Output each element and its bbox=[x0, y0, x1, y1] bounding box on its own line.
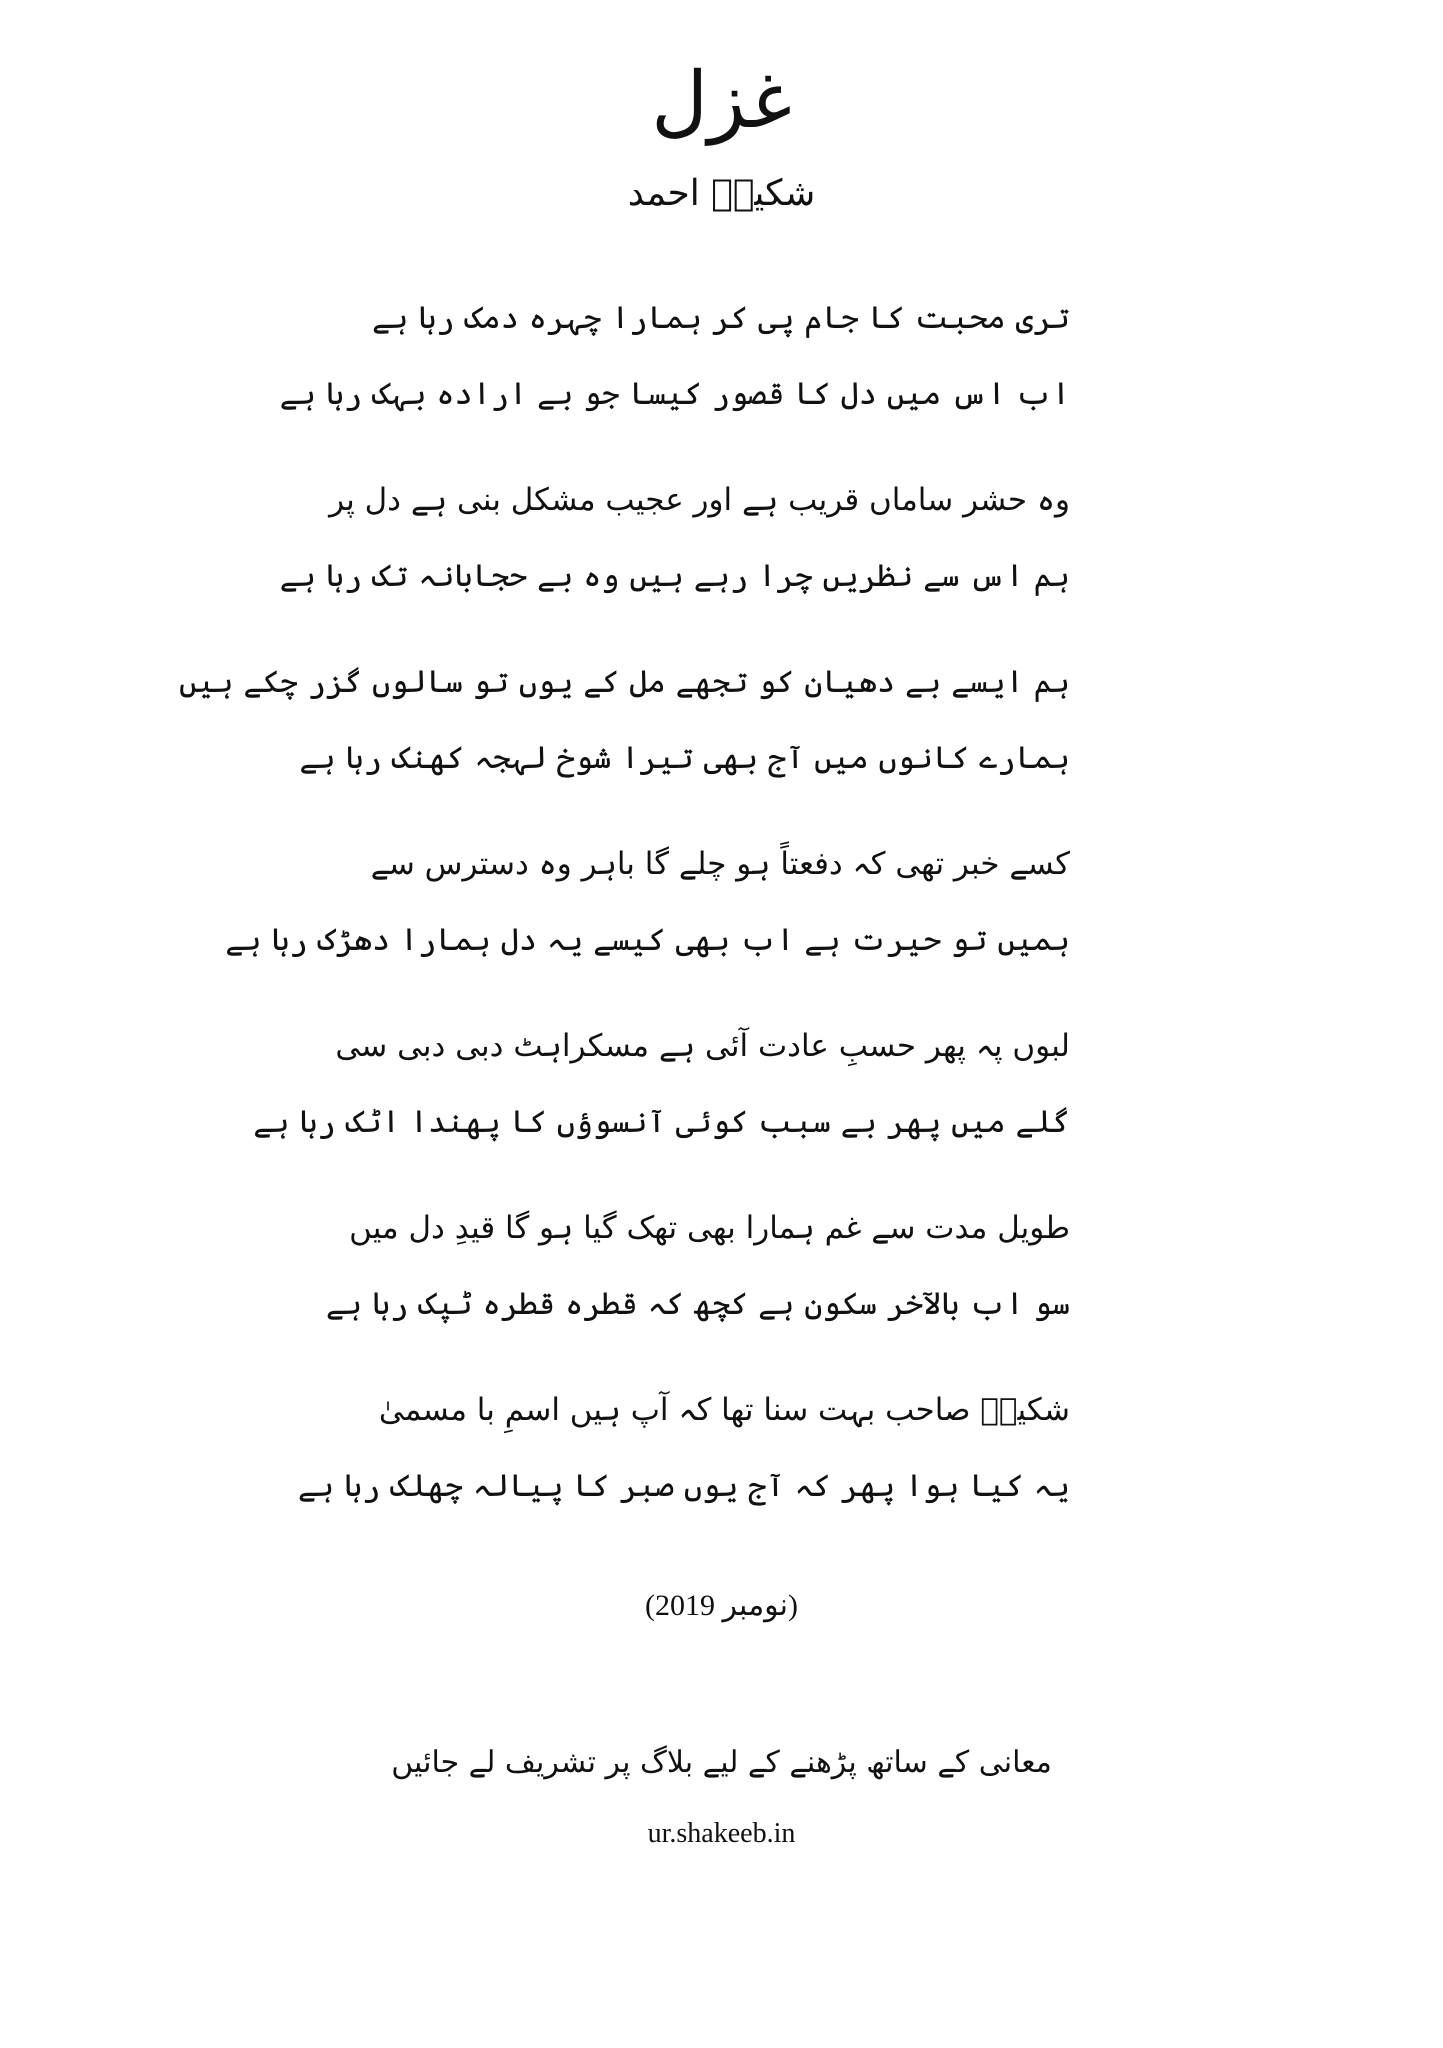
couplet bbox=[279, 482, 1070, 664]
couplet-line-2: اب اس میں دل کا قصور کیسا جو بے ارادہ بہک رہا ہے bbox=[279, 376, 1070, 412]
couplet-line-2: یہ کیا ہوا پھر کہ آج یوں صبر کا پیالہ چھلک رہا ہے bbox=[297, 1468, 1070, 1504]
couplet-line-2: سو اب بالآخر سکون ہے کچھ کہ قطرہ قطرہ ٹپک رہا ہے bbox=[325, 1286, 1070, 1322]
couplet bbox=[297, 1392, 1070, 1574]
couplet bbox=[279, 300, 1070, 482]
couplet-line-1: کسے خبر تھی کہ دفعتاً ہو چلے گا باہر وہ دسترس سے bbox=[370, 846, 1070, 882]
couplet-line-2: ہمیں تو حیرت ہے اب بھی کیسے یہ دل ہمارا دھڑک رہا ہے bbox=[225, 922, 1070, 958]
couplet bbox=[225, 846, 1070, 1028]
couplet-line-1: لبوں پہ پھر حسبِ عادت آئی ہے مسکراہٹ دبی دبی سی bbox=[335, 1028, 1070, 1064]
couplet bbox=[179, 664, 1070, 846]
couplet bbox=[325, 1210, 1070, 1392]
couplet-line-1: طویل مدت سے غم ہمارا بھی تھک گیا ہو گا قیدِ دل میں bbox=[349, 1210, 1070, 1246]
couplet-line-2: ہم اس سے نظریں چرا رہے ہیں وہ بے حجابانہ تک رہا ہے bbox=[279, 558, 1070, 594]
page-title: غزل bbox=[651, 56, 792, 146]
footer-note: معانی کے ساتھ پڑھنے کے لیے بلاگ پر تشریف لے جائیں bbox=[391, 1745, 1052, 1780]
composition-date: (نومبر 2019) bbox=[644, 1589, 798, 1622]
author-name: شکیبؔ احمد bbox=[627, 173, 816, 214]
couplet-line-1: ہم ایسے بے دھیان کو تجھے مل کے یوں تو سالوں گزر چکے ہیں bbox=[179, 664, 1070, 700]
couplet bbox=[253, 1028, 1070, 1210]
blog-url: ur.shakeeb.in bbox=[647, 1818, 796, 1849]
couplet-line-2: ہمارے کانوں میں آج بھی تیرا شوخ لہجہ کھنک رہا ہے bbox=[299, 740, 1070, 776]
couplet-line-1: شکیبؔ صاحب بہت سنا تھا کہ آپ ہیں اسمِ با مسمیٰ bbox=[378, 1392, 1070, 1428]
couplet-line-1: وہ حشر ساماں قریب ہے اور عجیب مشکل بنی ہے دل پر bbox=[329, 482, 1070, 518]
couplet-line-1: تری محبت کا جام پی کر ہمارا چہرہ دمک رہا ہے bbox=[372, 300, 1070, 336]
poem-body bbox=[179, 300, 1070, 1574]
couplet-line-2: گلے میں پھر بے سبب کوئی آنسوؤں کا پھندا اٹک رہا ہے bbox=[253, 1104, 1070, 1140]
